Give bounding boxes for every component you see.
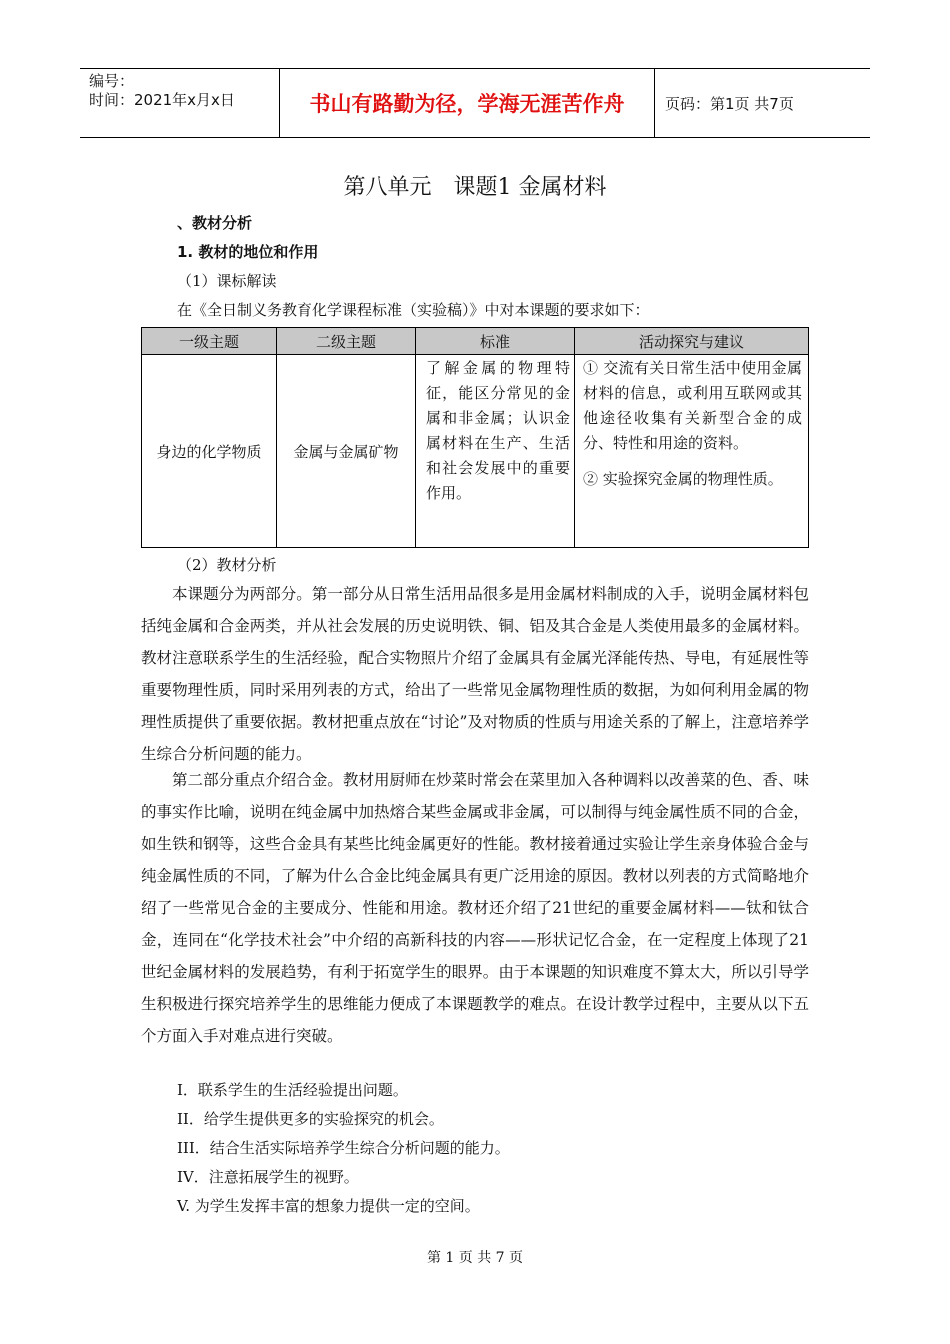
header-page-label: 页码：第1页 共7页 (665, 94, 794, 113)
list-item: II．给学生提供更多的实验探究的机会。 (177, 1110, 444, 1128)
header-motto: 书山有路勤为径，学海无涯苦作舟 (280, 69, 655, 137)
table-header-row (142, 328, 809, 355)
header-meta (80, 69, 280, 137)
page-footer: 第 1 页 共 7 页 (426, 1250, 524, 1266)
table-cell-level1: 身边的化学物质 (142, 355, 277, 548)
table-header-cell: 二级主题 (277, 328, 416, 355)
section-heading: 、教材分析 (177, 214, 253, 232)
table-cell-level2: 金属与金属矿物 (277, 355, 416, 548)
table-header-cell: 一级主题 (142, 328, 277, 355)
list-item: I．联系学生的生活经验提出问题。 (177, 1081, 408, 1099)
document-title: 第八单元 课题1 金属材料 (343, 175, 607, 200)
table-cell-standard: 了解金属的物理特征，能区分常见的金属和非金属；认识金属材料在生产、生活和社会发展中的重要作用。 (416, 355, 575, 548)
curriculum-table (141, 327, 809, 548)
sub-item-heading: （1）课标解读 (177, 272, 277, 290)
paragraph: 本课题分为两部分。第一部分从日常生活用品很多是用金属材料制成的入手，说明金属材料包括纯金属和合金两类，并从社会发展的历史说明铁、铜、铝及其合金是人类使用最多的金属材料。教材注意联系学生的生活经验，配合实物照片介绍了金属具有金属光泽能传热、导电，有延展性等重要物理性质，同时采用列表的方式，给出了一些常见金属物理性质的数据，为如何利用金属的物理性质提供了重要依据。教材把重点放在“讨论”及对物质的性质与用途关系的了解上，注意培养学生综合分析问题的能力。 (141, 585, 809, 763)
table-cell-activity (575, 355, 809, 548)
table-header-cell: 标准 (416, 328, 575, 355)
intro-text: 在《全日制义务教育化学课程标准（实验稿）》中对本课题的要求如下： (177, 301, 650, 319)
date-label: 时间：2021年x月x日 (89, 91, 235, 109)
serial-label: 编号： (89, 72, 135, 90)
list-item: III．结合生活实际培养学生综合分析问题的能力。 (177, 1139, 510, 1157)
table-header-cell: 活动探究与建议 (575, 328, 809, 355)
page-header (80, 68, 870, 138)
activity-item: ① 交流有关日常生活中使用金属材料的信息，或利用互联网或其他途径收集有关新型合金的成分、特性和用途的资料。 (583, 359, 802, 452)
sub-item-heading: （2）教材分析 (177, 556, 277, 574)
activity-item: ② 实验探究金属的物理性质。 (583, 470, 783, 488)
list-item: IV．注意拓展学生的视野。 (177, 1168, 359, 1186)
table-row (142, 355, 809, 548)
list-item: V. 为学生发挥丰富的想象力提供一定的空间。 (177, 1197, 480, 1215)
subsection-heading: 1. 教材的地位和作用 (177, 243, 319, 261)
paragraph: 第二部分重点介绍合金。教材用厨师在炒菜时常会在菜里加入各种调料以改善菜的色、香、味的事实作比喻，说明在纯金属中加热熔合某些金属或非金属，可以制得与纯金属性质不同的合金，如生铁和钢等，这些合金具有某些比纯金属更好的性能。教材接着通过实验让学生亲身体验合金与纯金属性质的不同，了解为什么合金比纯金属具有更广泛用途的原因。教材以列表的方式简略地介绍了一些常见合金的主要成分、性能和用途。教材还介绍了21世纪的重要金属材料——钛和钛合金，连同在“化学技术社会”中介绍的高新科技的内容——形状记忆合金，在一定程度上体现了21世纪金属材料的发展趋势，有利于拓宽学生的眼界。由于本课题的知识难度不算太大，所以引导学生积极进行探究培养学生的思维能力便成了本课题教学的难点。在设计教学过程中，主要从以下五个方面入手对难点进行突破。 (141, 771, 809, 1045)
